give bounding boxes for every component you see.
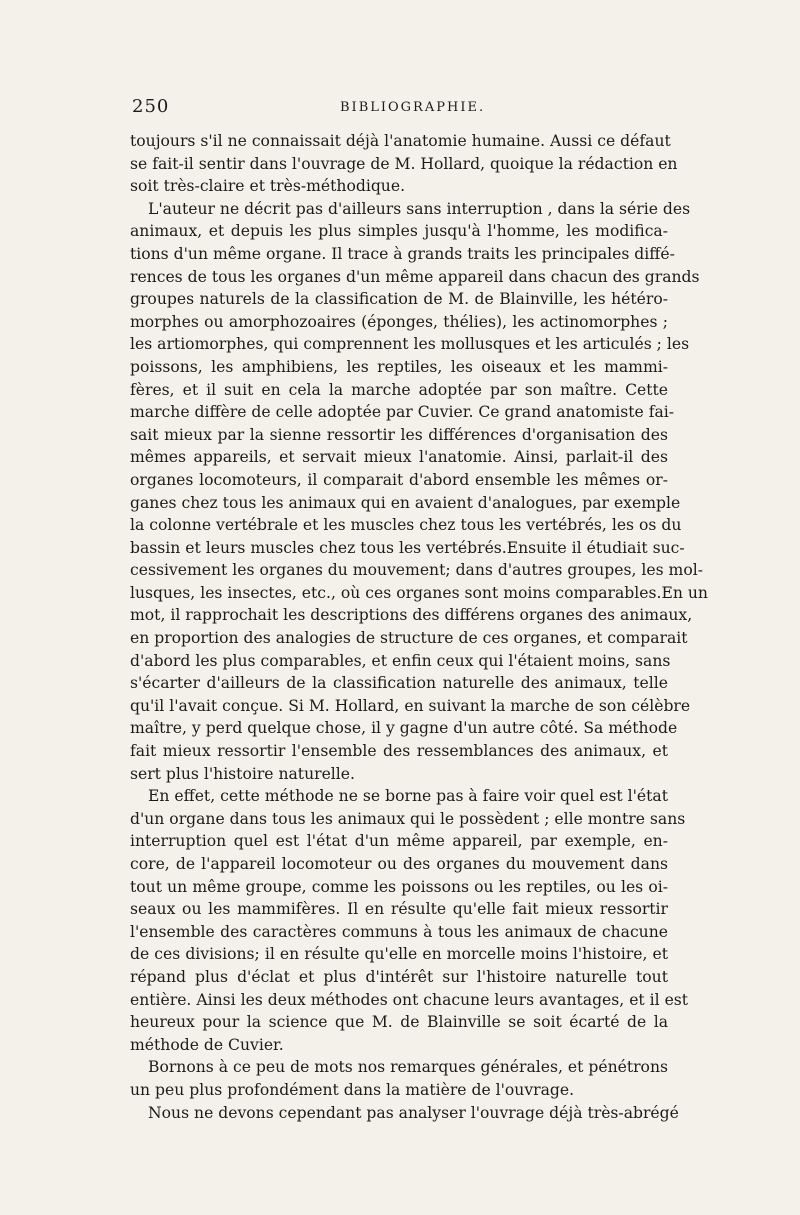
- text-line: tout un même groupe, comme les poissons ou les reptiles, ou les oi-: [130, 877, 668, 896]
- text-line: méthode de Cuvier.: [130, 1035, 284, 1054]
- text-line: cessivement les organes du mouvement; dans d'autres groupes, les mol-: [130, 561, 703, 580]
- text-line: organes locomoteurs, il comparait d'abord ensemble les mêmes or-: [130, 470, 668, 489]
- paragraph: [130, 198, 708, 785]
- text-line: seaux ou les mammifères. Il en résulte qu'elle fait mieux ressortir: [130, 900, 668, 919]
- text-line: mot, il rapprochait les descriptions des différens organes des animaux,: [130, 606, 693, 625]
- text-line: En effet, cette méthode ne se borne pas à faire voir quel est l'état: [148, 787, 668, 806]
- page-number: 250: [132, 96, 170, 117]
- text-line: mêmes appareils, et servait mieux l'anatomie. Ainsi, parlait-il des: [130, 448, 668, 467]
- page-header: [130, 96, 668, 126]
- text-line: toujours s'il ne connaissait déjà l'anatomie humaine. Aussi ce défaut: [130, 132, 671, 150]
- text-line: maître, y perd quelque chose, il y gagne d'un autre côté. Sa méthode: [130, 719, 678, 738]
- text-line: tions d'un même organe. Il trace à grands traits les principales diffé-: [130, 244, 675, 263]
- text-line: ganes chez tous les animaux qui en avaient d'analogues, par exemple: [130, 493, 681, 512]
- text-line: rences de tous les organes d'un même appareil dans chacun des grands: [130, 267, 700, 286]
- paragraph: [130, 130, 678, 198]
- text-line: L'auteur ne décrit pas d'ailleurs sans interruption , dans la série des: [148, 199, 691, 218]
- text-line: la colonne vertébrale et les muscles chez tous les vertébrés, les os du: [130, 516, 682, 535]
- text-line: interruption quel est l'état d'un même appareil, par exemple, en-: [130, 832, 668, 851]
- text-line: core, de l'appareil locomoteur ou des organes du mouvement dans: [130, 855, 668, 873]
- text-line: heureux pour la science que M. de Blainville se soit écarté de la: [130, 1013, 668, 1032]
- book-page: [130, 96, 708, 1124]
- text-line: d'abord les plus comparables, et enfin ceux qui l'étaient moins, sans: [130, 651, 671, 670]
- text-line: en proportion des analogies de structure de ces organes, et comparait: [130, 629, 688, 648]
- paragraph: [130, 1056, 668, 1101]
- text-line: sert plus l'histoire naturelle.: [130, 764, 355, 783]
- body-text: [130, 130, 708, 1124]
- text-line: répand plus d'éclat et plus d'intérêt sur l'histoire naturelle tout: [130, 967, 668, 986]
- text-line: sait mieux par la sienne ressortir les différences d'organisation des: [130, 425, 668, 444]
- text-line: groupes naturels de la classification de M. de Blainville, les hétéro-: [130, 290, 668, 309]
- text-line: l'ensemble des caractères communs à tous les animaux de chacune: [130, 922, 668, 941]
- text-line: marche diffère de celle adoptée par Cuvier. Ce grand anatomiste fai-: [130, 403, 675, 422]
- text-line: se fait-il sentir dans l'ouvrage de M. Hollard, quoique la rédaction en: [130, 154, 678, 173]
- text-line: s'écarter d'ailleurs de la classification naturelle des animaux, telle: [130, 674, 668, 693]
- text-line: soit très-claire et très-méthodique.: [130, 177, 406, 196]
- text-line: un peu plus profondément dans la matière de l'ouvrage.: [130, 1080, 575, 1099]
- text-line: fères, et il suit en cela la marche adoptée par son maître. Cette: [130, 380, 668, 399]
- paragraph: [130, 785, 689, 1056]
- text-line: qu'il l'avait conçue. Si M. Hollard, en suivant la marche de son célèbre: [130, 696, 691, 715]
- text-line: fait mieux ressortir l'ensemble des ressemblances des animaux, et: [130, 742, 668, 761]
- text-line: les artiomorphes, qui comprennent les mollusques et les articulés ; les: [130, 335, 690, 354]
- paragraph: [130, 1102, 679, 1125]
- text-line: poissons, les amphibiens, les reptiles, les oiseaux et les mammi-: [130, 357, 668, 376]
- text-line: animaux, et depuis les plus simples jusqu'à l'homme, les modifica-: [130, 222, 668, 241]
- text-line: entière. Ainsi les deux méthodes ont chacune leurs avantages, et il est: [130, 990, 689, 1009]
- text-line: morphes ou amorphozoaires (éponges, thélies), les actinomorphes ;: [130, 312, 668, 331]
- text-line: bassin et leurs muscles chez tous les vertébrés.Ensuite il étudiait suc-: [130, 538, 685, 557]
- text-line: Nous ne devons cependant pas analyser l'ouvrage déjà très-abrégé: [148, 1103, 679, 1122]
- running-head: BIBLIOGRAPHIE.: [340, 100, 486, 115]
- text-line: de ces divisions; il en résulte qu'elle en morcelle moins l'histoire, et: [130, 945, 668, 964]
- text-line: Bornons à ce peu de mots nos remarques générales, et pénétrons: [148, 1058, 668, 1077]
- text-line: d'un organe dans tous les animaux qui le possèdent ; elle montre sans: [130, 809, 686, 828]
- text-line: lusques, les insectes, etc., où ces organes sont moins comparables.En un: [130, 583, 708, 602]
